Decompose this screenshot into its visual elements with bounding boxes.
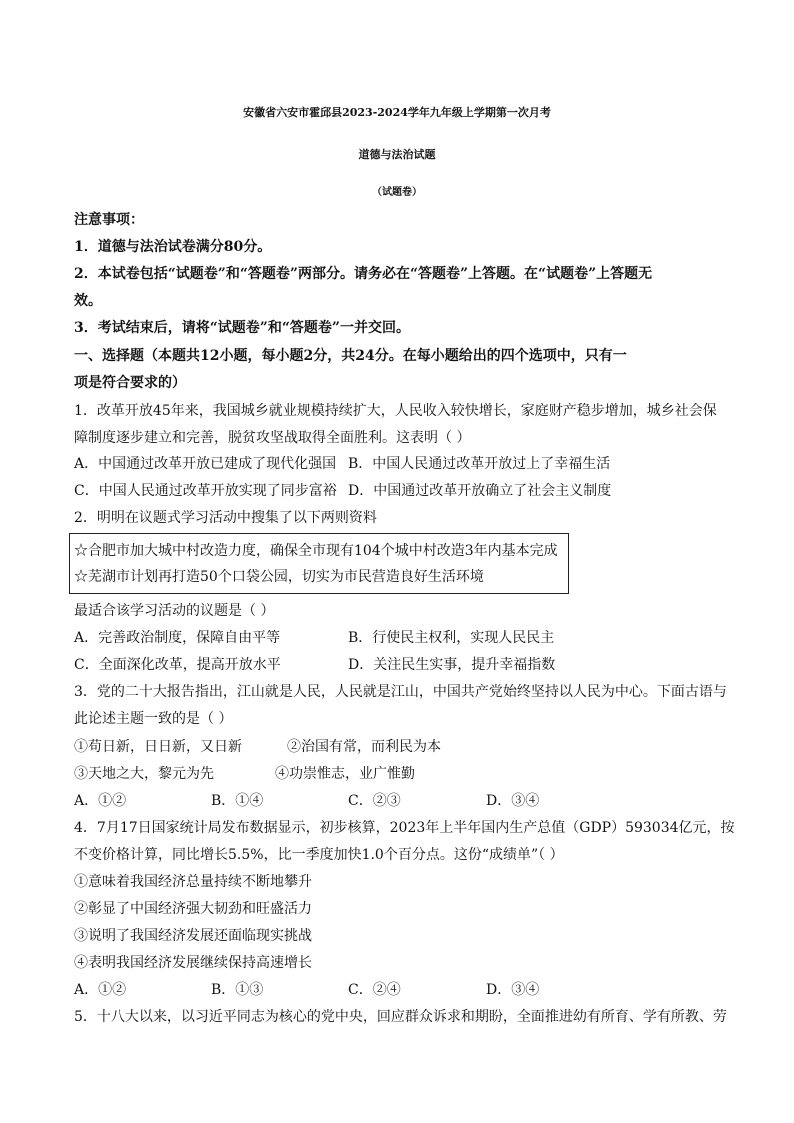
exam-subject-title: 道德与法治试题 — [358, 148, 436, 161]
question-3-option-a: A．①② — [74, 793, 127, 809]
question-1-option-c: C．中国人民通过改革开放实现了同步富裕 — [74, 483, 337, 499]
question-3-statement-3: ③天地之大，黎元为先 — [74, 766, 214, 782]
question-1-stem: 1．改革开放45年来，我国城乡就业规模持续扩大，人民收入较快增长，家庭财产稳步增加，城乡社会保 — [74, 403, 717, 419]
question-2-option-b: B．行使民主权利，实现人民民主 — [348, 630, 555, 646]
material-item-1: ☆合肥市加大城中村改造力度，确保全市现有104个城中村改造3年内基本完成 — [74, 543, 558, 559]
question-1-stem-cont: 障制度逐步建立和完善，脱贫攻坚战取得全面胜利。这表明（ ） — [74, 430, 471, 446]
question-4-stem: 4．7月17日国家统计局发布数据显示，初步核算，2023年上半年国内生产总值（GDP）593034亿元，按 — [74, 820, 735, 836]
question-3-statement-4: ④功崇惟志，业广惟勤 — [275, 766, 415, 782]
question-4-option-a: A．①② — [74, 982, 127, 998]
section-heading: 一、选择题（本题共12小题，每小题2分，共24分。在每小题给出的四个选项中，只有一 — [74, 348, 627, 364]
note-item-3: 3．考试结束后，请将“试题卷”和“答题卷”一并交回。 — [74, 320, 410, 336]
question-3-stem: 3．党的二十大报告指出，江山就是人民，人民就是江山，中国共产党始终坚持以人民为中心。下面古语与 — [74, 684, 727, 700]
question-2-option-d: D．关注民生实事，提升幸福指数 — [348, 657, 556, 673]
question-3-statement-2: ②治国有常，而利民为本 — [287, 739, 441, 755]
question-4-stem-cont: 不变价格计算，同比增长5.5%，比一季度加快1.0个百分点。这份“成绩单”（ ） — [74, 847, 564, 863]
question-4-statement-4: ④表明我国经济发展继续保持高速增长 — [74, 955, 312, 971]
note-item-1: 1．道德与法治试卷满分80分。 — [74, 239, 272, 255]
question-1-option-a: A．中国通过改革开放已建成了现代化强国 — [74, 456, 337, 472]
paper-type-label: （试题卷） — [372, 187, 422, 198]
question-5-stem: 5．十八大以来，以习近平同志为核心的党中央，回应群众诉求和期盼，全面推进幼有所育、学有所教、劳 — [74, 1009, 727, 1025]
section-heading-cont: 项是符合要求的） — [74, 375, 186, 391]
question-2-option-a: A．完善政治制度，保障自由平等 — [74, 630, 281, 646]
notes-heading: 注意事项： — [74, 212, 144, 228]
question-3-statement-1: ①苟日新，日日新，又日新 — [74, 739, 242, 755]
question-4-option-d: D．③④ — [486, 982, 540, 998]
question-4-statement-2: ②彰显了中国经济强大韧劲和旺盛活力 — [74, 901, 312, 917]
question-3-option-c: C．②③ — [348, 793, 401, 809]
question-2-ask: 最适合该学习活动的议题是（ ） — [74, 603, 275, 619]
question-4-statement-1: ①意味着我国经济总量持续不断地攀升 — [74, 874, 312, 890]
exam-title: 安徽省六安市霍邱县2023-2024学年九年级上学期第一次月考 — [243, 106, 551, 119]
question-2-stem: 2．明明在议题式学习活动中搜集了以下两则资料 — [74, 510, 377, 526]
question-3-option-b: B．①④ — [211, 793, 264, 809]
question-4-option-b: B．①③ — [211, 982, 264, 998]
note-item-2-cont: 效。 — [74, 293, 102, 309]
note-item-2: 2．本试卷包括“试题卷”和“答题卷”两部分。请务必在“答题卷”上答题。在“试题卷”上答题无 — [74, 266, 653, 282]
question-2-option-c: C．全面深化改革，提高开放水平 — [74, 657, 281, 673]
question-1-option-d: D．中国通过改革开放确立了社会主义制度 — [348, 483, 612, 499]
material-item-2: ☆芜湖市计划再打造50个口袋公园，切实为市民营造良好生活环境 — [74, 569, 484, 585]
question-4-option-c: C．②④ — [348, 982, 401, 998]
question-4-statement-3: ③说明了我国经济发展还面临现实挑战 — [74, 928, 312, 944]
question-3-option-d: D．③④ — [486, 793, 540, 809]
question-3-stem-cont: 此论述主题一致的是（ ） — [74, 711, 233, 727]
question-1-option-b: B．中国人民通过改革开放过上了幸福生活 — [348, 456, 611, 472]
